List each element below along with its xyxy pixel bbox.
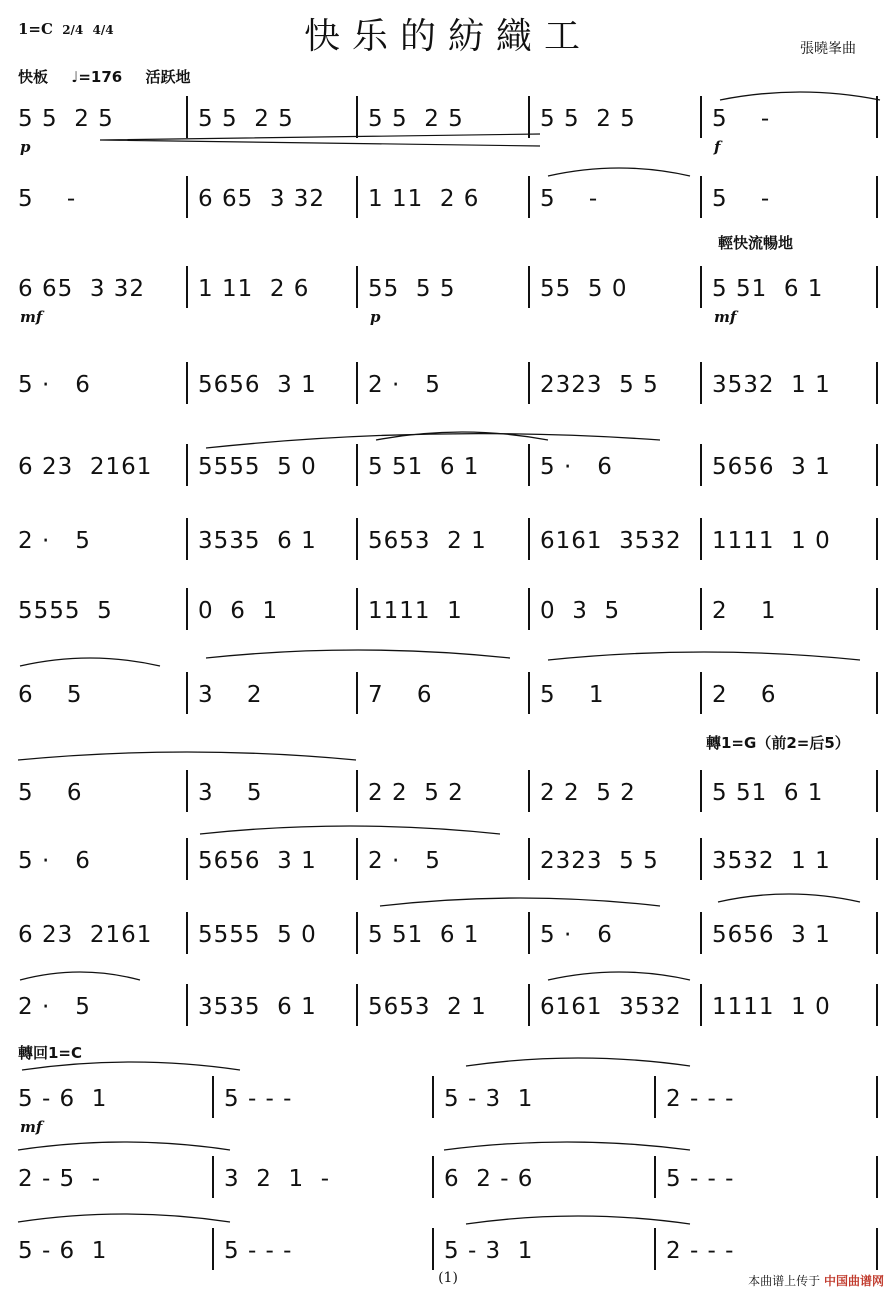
measure: 5 5 2 5 (198, 106, 294, 132)
barline (432, 1156, 434, 1198)
site-logo-text: 中国曲谱网 (823, 1274, 884, 1288)
measure: 5 · 6 (18, 848, 91, 874)
measure: 5656 3 1 (198, 848, 317, 874)
barline (186, 984, 188, 1026)
barline (700, 444, 702, 486)
slur (18, 1142, 230, 1150)
barline (528, 444, 530, 486)
barline (186, 444, 188, 486)
barline (654, 1156, 656, 1198)
barline (356, 912, 358, 954)
barline (700, 266, 702, 308)
measure: 5 51 6 1 (712, 276, 824, 302)
measure: 5 - - - (224, 1238, 293, 1264)
barline (700, 176, 702, 218)
measure: 2323 5 5 (540, 848, 659, 874)
barline-end (876, 96, 878, 138)
barline (186, 518, 188, 560)
barline-end (876, 912, 878, 954)
measure: 2 2 5 2 (540, 780, 636, 806)
measure: 5 - 6 1 (18, 1238, 108, 1264)
measure: 5653 2 1 (368, 528, 487, 554)
measure: 6 65 3 32 (198, 186, 326, 212)
barline (700, 588, 702, 630)
slur (18, 1214, 230, 1222)
barline (356, 518, 358, 560)
measure: 3 2 (198, 682, 263, 708)
barline (700, 984, 702, 1026)
slur (20, 658, 160, 666)
barline (186, 96, 188, 138)
time-signature-alt: 4/4 (92, 23, 114, 37)
barline (356, 444, 358, 486)
slur (548, 168, 690, 176)
measure: 5656 3 1 (712, 454, 831, 480)
measure: 6 5 (18, 682, 83, 708)
barline (356, 362, 358, 404)
measure: 2 · 5 (368, 848, 441, 874)
barline (528, 770, 530, 812)
barline-end (876, 1156, 878, 1198)
barline-end (876, 1076, 878, 1118)
measure: 7 6 (368, 682, 433, 708)
barline-end (876, 984, 878, 1026)
barline (528, 588, 530, 630)
measure: 5 5 2 5 (18, 106, 114, 132)
barline (356, 96, 358, 138)
measure: 5 - (18, 186, 77, 212)
measure: 3535 6 1 (198, 528, 317, 554)
dynamic-mark: mf (20, 308, 43, 326)
barline (186, 362, 188, 404)
slur (380, 898, 660, 906)
measure: 5 6 (18, 780, 83, 806)
score-line (18, 598, 878, 628)
measure: 0 3 5 (540, 598, 621, 624)
slur (548, 972, 690, 980)
score-line (18, 848, 878, 878)
barline (356, 838, 358, 880)
measure: 2 · 5 (18, 528, 91, 554)
barline (528, 672, 530, 714)
score-line (18, 994, 878, 1024)
measure: 2323 5 5 (540, 372, 659, 398)
barline (528, 176, 530, 218)
measure: 5 1 (540, 682, 605, 708)
barline (356, 672, 358, 714)
measure: 5 - (712, 186, 771, 212)
measure: 5 - (540, 186, 599, 212)
page-number: (1) (438, 1270, 458, 1286)
score-line (18, 922, 878, 952)
measure: 5 - 6 1 (18, 1086, 108, 1112)
slur (444, 1142, 690, 1150)
measure: 5 - - - (224, 1086, 293, 1112)
measure: 5 - 3 1 (444, 1238, 534, 1264)
slur (548, 652, 860, 660)
measure: 6 65 3 32 (18, 276, 146, 302)
slur (466, 1058, 690, 1066)
barline (432, 1076, 434, 1118)
barline (356, 176, 358, 218)
measure: 55 5 0 (540, 276, 628, 302)
measure: 2 6 (712, 682, 777, 708)
measure: 3 2 1 - (224, 1166, 331, 1192)
score-title: 快乐的紡織工 (303, 16, 592, 57)
measure: 2 1 (712, 598, 777, 624)
barline (212, 1076, 214, 1118)
measure: 6 2 - 6 (444, 1166, 534, 1192)
measure: 5 51 6 1 (368, 454, 480, 480)
measure: 0 6 1 (198, 598, 279, 624)
measure: 5 51 6 1 (712, 780, 824, 806)
composer-credit: 張曉峯曲 (800, 41, 856, 57)
measure: 55 5 5 (368, 276, 456, 302)
measure: 5 5 2 5 (368, 106, 464, 132)
dynamic-mark: p (20, 138, 31, 156)
measure: 5555 5 0 (198, 922, 317, 948)
barline (356, 588, 358, 630)
barline-end (876, 176, 878, 218)
slur (466, 1216, 690, 1224)
measure: 2 - 5 - (18, 1166, 102, 1192)
slur (18, 752, 356, 760)
measure: 5 · 6 (540, 922, 613, 948)
tempo-value: ♩=176 (71, 68, 123, 86)
measure: 1 11 2 6 (368, 186, 480, 212)
barline (528, 96, 530, 138)
barline (528, 362, 530, 404)
barline-end (876, 1228, 878, 1270)
dynamic-mark: mf (20, 1118, 43, 1136)
measure: 5653 2 1 (368, 994, 487, 1020)
measure: 5 · 6 (540, 454, 613, 480)
measure: 6 23 2161 (18, 922, 153, 948)
measure: 3 5 (198, 780, 263, 806)
barline (356, 984, 358, 1026)
barline (186, 770, 188, 812)
score-line (18, 1086, 878, 1136)
barline-end (876, 518, 878, 560)
barline (432, 1228, 434, 1270)
barline (186, 912, 188, 954)
score-line (18, 1166, 878, 1196)
barline (700, 96, 702, 138)
measure: 5555 5 0 (198, 454, 317, 480)
measure: 3532 1 1 (712, 372, 831, 398)
score-line (18, 528, 878, 558)
barline (212, 1156, 214, 1198)
barline (212, 1228, 214, 1270)
dynamic-mark: f (714, 138, 721, 156)
expression-mark: 活跃地 (145, 68, 191, 86)
barline (700, 672, 702, 714)
slur (20, 972, 140, 980)
score-line (18, 276, 878, 326)
barline (528, 266, 530, 308)
barline (700, 838, 702, 880)
upload-credit: 本曲谱上传于 中国曲谱网 (748, 1274, 884, 1288)
barline (700, 518, 702, 560)
measure: 2 - - - (666, 1238, 735, 1264)
slur (206, 434, 660, 448)
measure: 3535 6 1 (198, 994, 317, 1020)
measure: 3532 1 1 (712, 848, 831, 874)
tempo-marking (18, 66, 208, 87)
score-line (18, 454, 878, 484)
measure: 5656 3 1 (198, 372, 317, 398)
barline (356, 266, 358, 308)
slur (22, 1062, 240, 1070)
barline (186, 838, 188, 880)
time-signature: 2/4 (62, 23, 84, 37)
barline (186, 672, 188, 714)
measure: 5 5 2 5 (540, 106, 636, 132)
slur (376, 432, 548, 440)
tempo-term: 快板 (18, 68, 49, 86)
barline (528, 912, 530, 954)
dynamic-mark: mf (714, 308, 737, 326)
barline (700, 912, 702, 954)
barline (356, 770, 358, 812)
measure: 5 - - - (666, 1166, 735, 1192)
barline-end (876, 770, 878, 812)
measure: 1111 1 (368, 598, 463, 624)
measure: 2 2 5 2 (368, 780, 464, 806)
barline (528, 838, 530, 880)
measure: 2 · 5 (18, 994, 91, 1020)
score-line (18, 186, 878, 216)
barline (700, 362, 702, 404)
barline-end (876, 838, 878, 880)
measure: 2 - - - (666, 1086, 735, 1112)
measure: 5 - 3 1 (444, 1086, 534, 1112)
slur (206, 650, 510, 658)
measure: 6 23 2161 (18, 454, 153, 480)
measure: 5 51 6 1 (368, 922, 480, 948)
measure: 6161 3532 (540, 528, 682, 554)
barline (186, 266, 188, 308)
score-line (18, 106, 878, 156)
slur (718, 894, 860, 902)
measure: 1111 1 0 (712, 528, 831, 554)
measure: 5 · 6 (18, 372, 91, 398)
barline-end (876, 362, 878, 404)
measure: 5555 5 (18, 598, 113, 624)
barline-end (876, 672, 878, 714)
barline (528, 518, 530, 560)
score-line (18, 1238, 878, 1268)
dynamic-mark: p (370, 308, 381, 326)
measure: 1111 1 0 (712, 994, 831, 1020)
measure: 5 - (712, 106, 771, 132)
score-line (18, 780, 878, 810)
barline (700, 770, 702, 812)
section-mark-return: 轉回1=C (18, 1044, 83, 1062)
section-mark-modulation: 轉1=G（前2=后5） (706, 734, 850, 752)
barline-end (876, 588, 878, 630)
barline (654, 1076, 656, 1118)
score-line (18, 372, 878, 402)
barline (528, 984, 530, 1026)
measure: 6161 3532 (540, 994, 682, 1020)
barline-end (876, 266, 878, 308)
barline (186, 588, 188, 630)
slur (720, 92, 880, 100)
measure: 2 · 5 (368, 372, 441, 398)
slur (200, 826, 500, 834)
key-signature: 1=C 2/4 4/4 (18, 20, 114, 38)
measure: 1 11 2 6 (198, 276, 310, 302)
barline (654, 1228, 656, 1270)
score-line (18, 682, 878, 712)
section-mark-light-flowing: 輕快流暢地 (718, 234, 794, 252)
barline (186, 176, 188, 218)
barline-end (876, 444, 878, 486)
measure: 5656 3 1 (712, 922, 831, 948)
